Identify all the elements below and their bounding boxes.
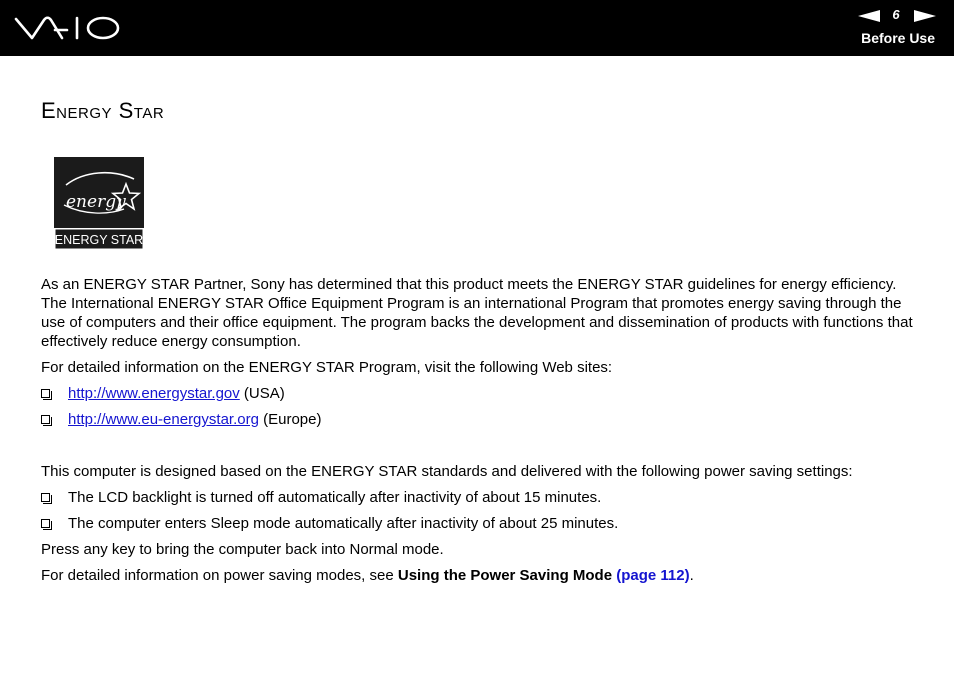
link-note: (Europe) bbox=[258, 411, 322, 428]
link-note: (USA) bbox=[239, 385, 285, 402]
page-title: Energy Star bbox=[41, 98, 165, 123]
wake-instruction: Press any key to bring the computer back into Normal mode. bbox=[41, 541, 444, 558]
intro-paragraph-3: For detailed information on the ENERGY STAR Program, visit the following Web sites: bbox=[41, 359, 613, 376]
section-label: Before Use bbox=[861, 30, 935, 46]
page-navigation bbox=[856, 7, 936, 25]
checkbox-bullet-icon bbox=[41, 519, 50, 528]
setting-item-sleep: The computer enters Sleep mode automatically after inactivity of about 25 minutes. bbox=[41, 514, 921, 533]
intro-paragraph-1: As an ENERGY STAR Partner, Sony has determined that this product meets the ENERGY STAR guidelines for energy efficiency. bbox=[41, 276, 897, 293]
intro-paragraph-2: The International ENERGY STAR Office Equipment Program is an international Program that promotes energy saving through the use of computers and their office equipment. The program backs the development and dissemination of products with functions that effectively reduce energy consumption. bbox=[41, 295, 913, 350]
next-page-arrow-icon[interactable] bbox=[914, 9, 936, 27]
vaio-logo bbox=[14, 14, 122, 47]
eu-energystar-link[interactable]: http://www.eu-energystar.org bbox=[68, 411, 259, 428]
power-saving-reference: For detailed information on power saving modes, see Using the Power Saving Mode (page 112). bbox=[41, 567, 694, 584]
checkbox-bullet-icon bbox=[41, 415, 50, 424]
checkbox-bullet-icon bbox=[41, 493, 50, 502]
page-reference-link[interactable]: (page 112) bbox=[616, 567, 690, 584]
energy-star-logo bbox=[54, 157, 144, 255]
reference-title: Using the Power Saving Mode bbox=[397, 567, 613, 584]
setting-item-backlight: The LCD backlight is turned off automatically after inactivity of about 15 minutes. bbox=[41, 488, 921, 507]
svg-text:energy: energy bbox=[66, 192, 126, 212]
link-item-europe bbox=[41, 410, 921, 429]
body-content bbox=[41, 275, 921, 585]
header-bar bbox=[0, 0, 954, 56]
link-item-usa bbox=[41, 384, 921, 403]
checkbox-bullet-icon bbox=[41, 389, 50, 398]
page-number: 6 bbox=[892, 7, 900, 22]
svg-text:ENERGY STAR: ENERGY STAR bbox=[54, 233, 144, 247]
standards-intro: This computer is designed based on the ENERGY STAR standards and delivered with the following power saving settings: bbox=[41, 463, 853, 480]
energystar-gov-link[interactable]: http://www.energystar.gov bbox=[68, 385, 240, 402]
